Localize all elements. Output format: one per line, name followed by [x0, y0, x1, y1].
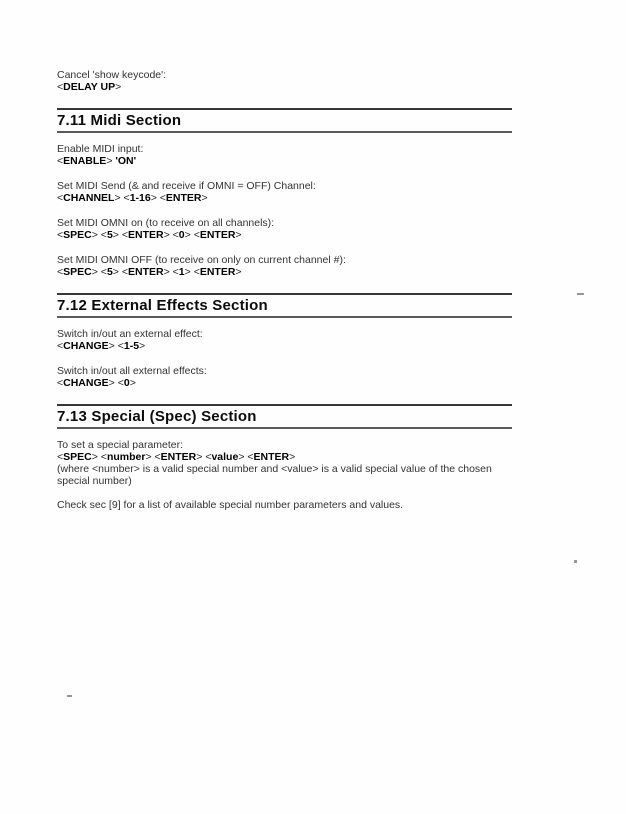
- instruction-block: [57, 143, 512, 167]
- instruction-command: <ENABLE> 'ON': [57, 155, 137, 167]
- intro-block: [57, 69, 512, 93]
- instruction-block: [57, 217, 512, 241]
- section-title-external-effects: 7.12 External Effects Section: [57, 293, 512, 318]
- section-footer-note: Check sec [9] for a list of available special number parameters and values.: [57, 499, 404, 511]
- instruction-label: Set MIDI OMNI on (to receive on all channels):: [57, 217, 275, 229]
- instruction-block: [57, 180, 512, 204]
- instruction-label: Set MIDI OMNI OFF (to receive on only on current channel #):: [57, 254, 346, 266]
- section-special: [57, 404, 512, 511]
- scan-speck: [577, 293, 584, 295]
- section-title-midi: 7.11 Midi Section: [57, 108, 512, 133]
- section-midi: [57, 108, 512, 278]
- instruction-label: To set a special parameter:: [57, 439, 184, 451]
- scan-speck: [67, 695, 72, 697]
- instruction-command: <SPEC> <5> <ENTER> <0> <ENTER>: [57, 229, 242, 241]
- instruction-block: [57, 328, 512, 352]
- instruction-note: (where <number> is a valid special number and <value> is a valid special value of the chosen special number): [57, 463, 492, 487]
- intro-command: <DELAY UP>: [57, 81, 122, 93]
- instruction-block: [57, 439, 512, 487]
- instruction-command: <SPEC> <5> <ENTER> <1> <ENTER>: [57, 266, 242, 278]
- instruction-label: Set MIDI Send (& and receive if OMNI = OFF) Channel:: [57, 180, 316, 192]
- instruction-command: <CHANNEL> <1-16> <ENTER>: [57, 192, 208, 204]
- instruction-label: Enable MIDI input:: [57, 143, 144, 155]
- page-content: [57, 69, 512, 511]
- instruction-block: [57, 365, 512, 389]
- section-title-special: 7.13 Special (Spec) Section: [57, 404, 512, 429]
- intro-label: Cancel 'show keycode':: [57, 69, 167, 81]
- instruction-label: Switch in/out all external effects:: [57, 365, 207, 377]
- instruction-command: <CHANGE> <0>: [57, 377, 136, 389]
- instruction-block: [57, 254, 512, 278]
- scan-speck: [574, 560, 577, 563]
- instruction-command: <CHANGE> <1-5>: [57, 340, 146, 352]
- instruction-command: <SPEC> <number> <ENTER> <value> <ENTER>: [57, 451, 296, 463]
- instruction-label: Switch in/out an external effect:: [57, 328, 203, 340]
- section-external-effects: [57, 293, 512, 389]
